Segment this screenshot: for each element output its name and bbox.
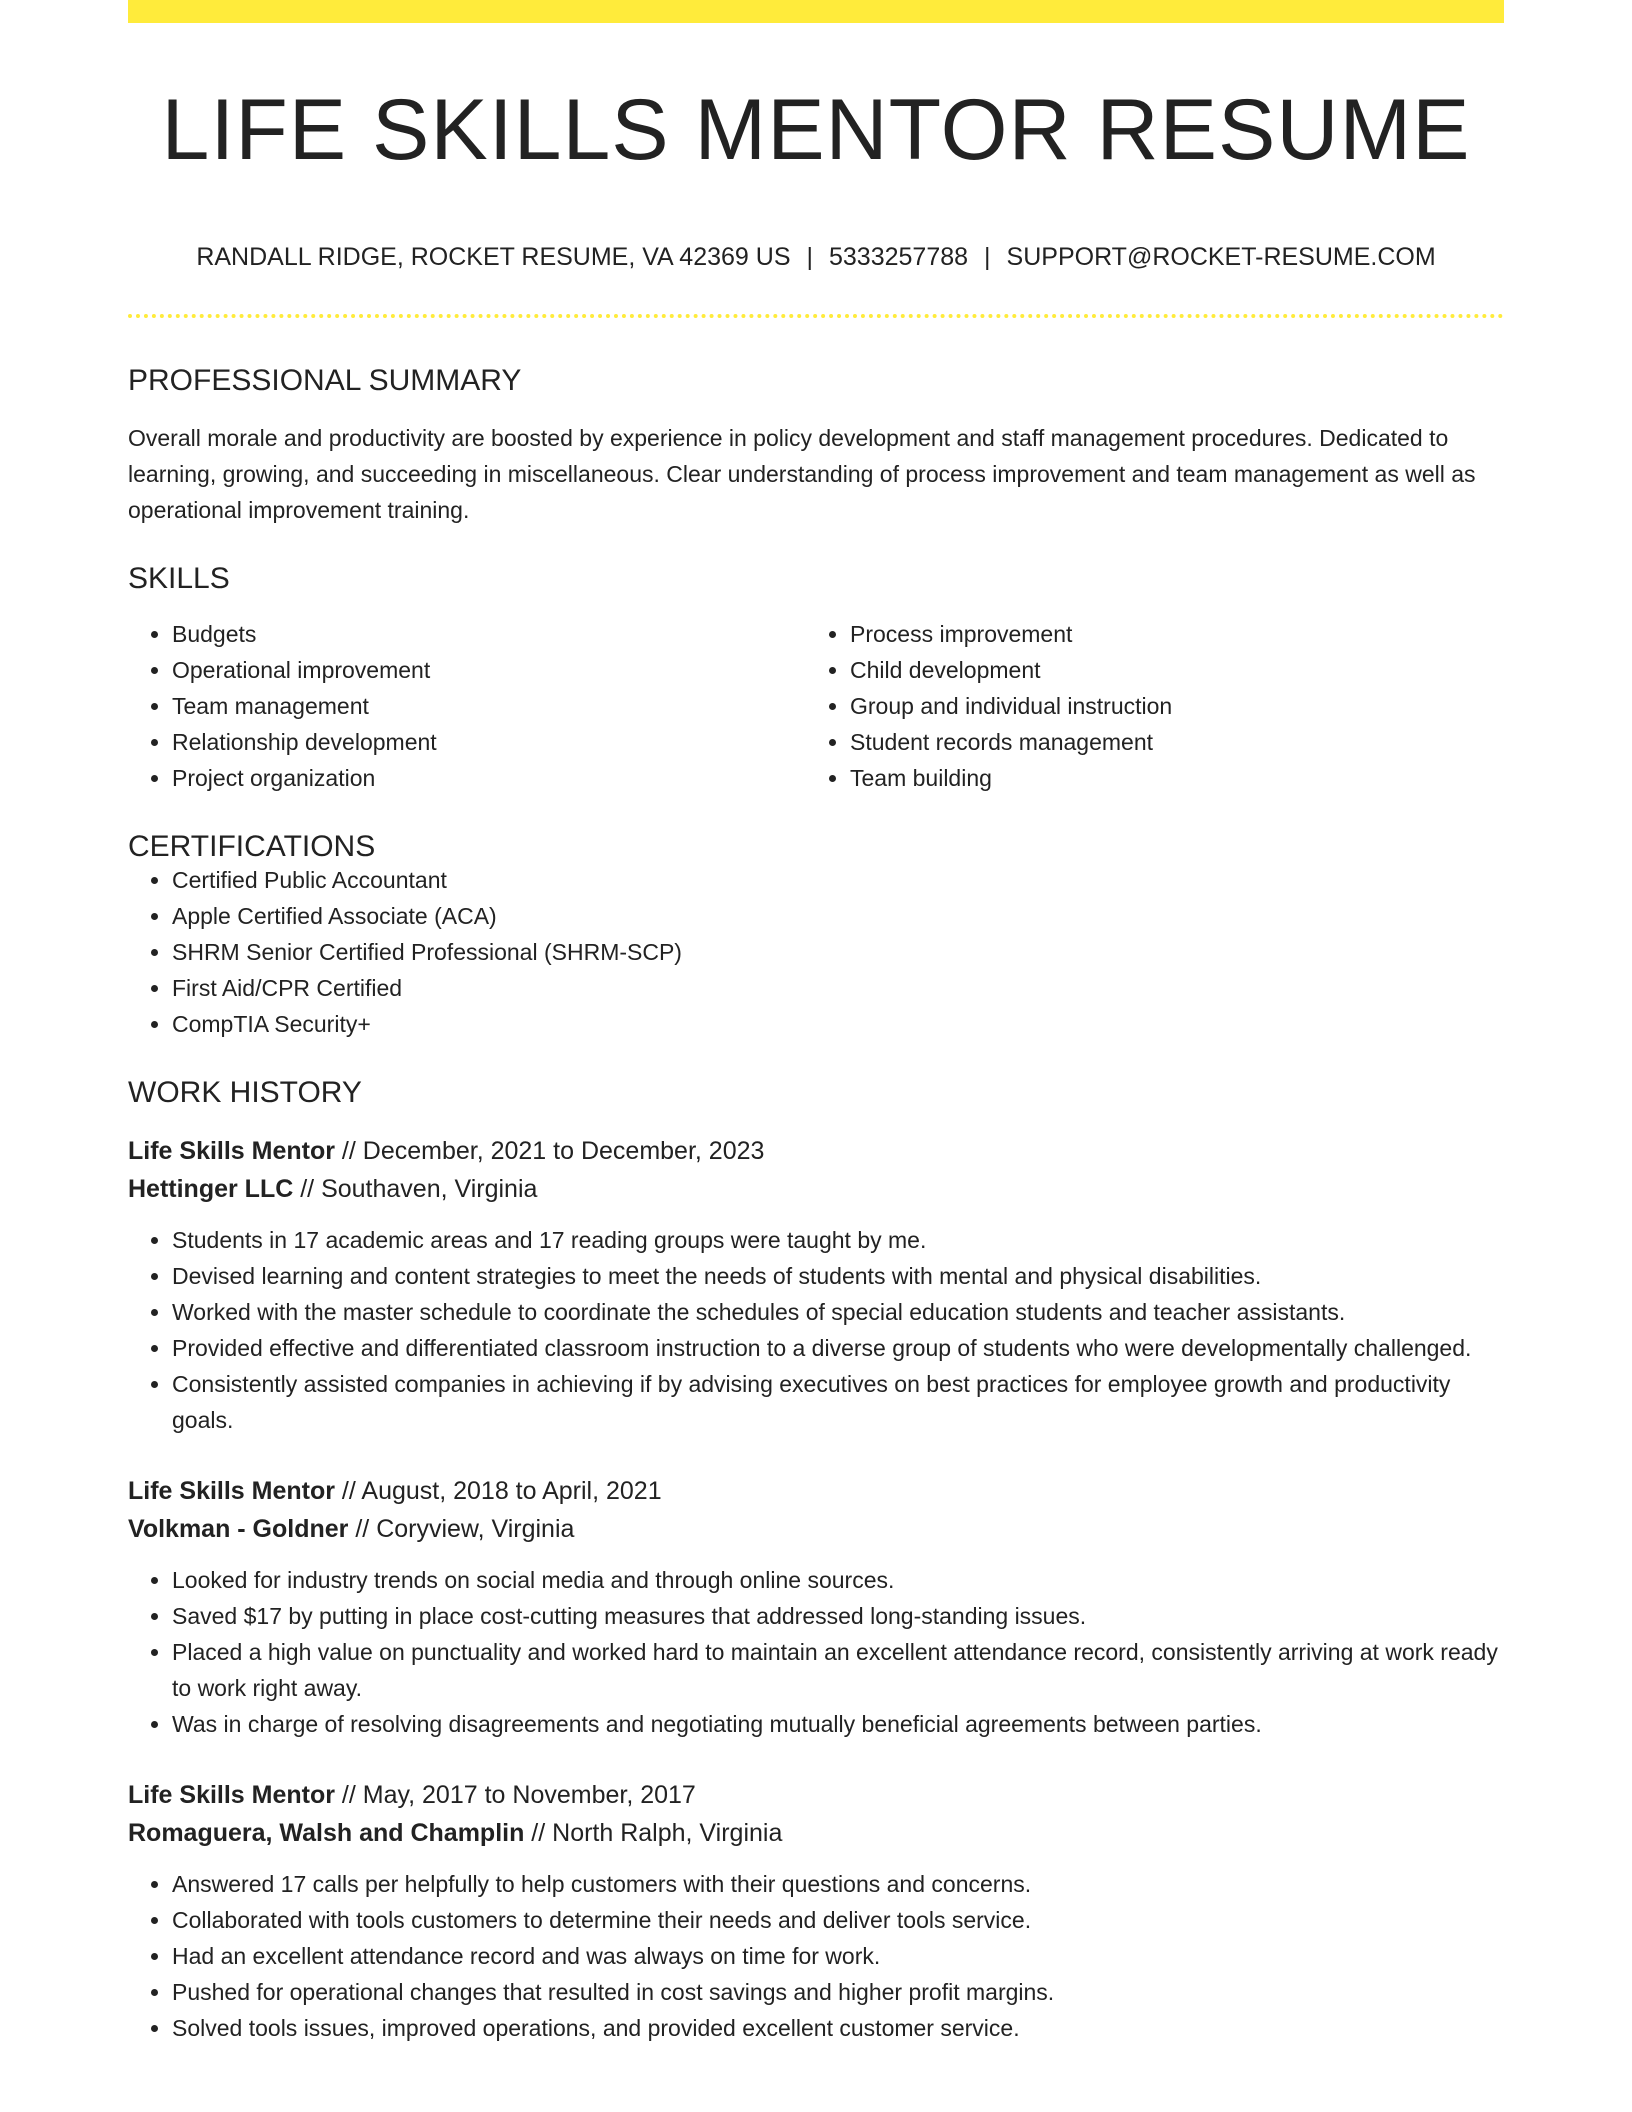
skill-item: • Process improvement xyxy=(850,616,1484,652)
job-bullet: • Saved $17 by putting in place cost-cutting measures that addressed long-standing issues. xyxy=(172,1598,1504,1634)
job-bullets xyxy=(128,1562,1504,1742)
skills-heading: SKILLS xyxy=(128,562,230,595)
job-bullet: • Devised learning and content strategies to meet the needs of students with mental and physical disabilities. xyxy=(172,1258,1504,1294)
contact-email: SUPPORT@ROCKET-RESUME.COM xyxy=(1006,243,1436,271)
dotted-divider xyxy=(128,314,1504,318)
work-history-heading: WORK HISTORY xyxy=(128,1076,362,1109)
summary-heading: PROFESSIONAL SUMMARY xyxy=(128,364,522,397)
skill-item: • Child development xyxy=(850,652,1484,688)
job-location: // Coryview, Virginia xyxy=(348,1515,575,1543)
resume-page xyxy=(128,0,1504,2046)
skill-item: • Relationship development xyxy=(172,724,806,760)
job-title-line xyxy=(128,1472,1504,1510)
job-bullet: • Had an excellent attendance record and was always on time for work. xyxy=(172,1938,1504,1974)
certification-item: • CompTIA Security+ xyxy=(172,1006,1504,1042)
contact-separator: | xyxy=(806,243,813,271)
job-company-line xyxy=(128,1170,1504,1208)
job-bullets xyxy=(128,1866,1504,2046)
job-dates: // May, 2017 to November, 2017 xyxy=(334,1781,696,1809)
job-entry xyxy=(128,1132,1504,1438)
skill-item: • Student records management xyxy=(850,724,1484,760)
job-dates: // December, 2021 to December, 2023 xyxy=(334,1137,765,1165)
job-bullet: • Pushed for operational changes that resulted in cost savings and higher profit margins. xyxy=(172,1974,1504,2010)
job-company-line xyxy=(128,1510,1504,1548)
skills-column-left xyxy=(128,616,806,796)
job-title-line xyxy=(128,1776,1504,1814)
job-bullet: • Worked with the master schedule to coordinate the schedules of special education students and teacher assistants. xyxy=(172,1294,1504,1330)
job-role: Life Skills Mentor xyxy=(128,1477,335,1505)
skill-item: • Budgets xyxy=(172,616,806,652)
job-bullet: • Placed a high value on punctuality and worked hard to maintain an excellent attendance record, consistently arriving at work ready to work right away. xyxy=(172,1634,1504,1706)
skills-column-right xyxy=(806,616,1484,796)
job-bullet: • Students in 17 academic areas and 17 reading groups were taught by me. xyxy=(172,1222,1504,1258)
job-entry xyxy=(128,1776,1504,2046)
job-location: // Southaven, Virginia xyxy=(293,1175,538,1203)
certification-item: • Apple Certified Associate (ACA) xyxy=(172,898,1504,934)
contact-separator: | xyxy=(984,243,991,271)
contact-line xyxy=(128,245,1504,270)
skill-item: • Team management xyxy=(172,688,806,724)
job-bullet: • Answered 17 calls per helpfully to help customers with their questions and concerns. xyxy=(172,1866,1504,1902)
job-company: Volkman - Goldner xyxy=(128,1515,349,1543)
certification-item: • SHRM Senior Certified Professional (SHRM-SCP) xyxy=(172,934,1504,970)
certification-item: • First Aid/CPR Certified xyxy=(172,970,1504,1006)
certification-item: • Certified Public Accountant xyxy=(172,862,1504,898)
contact-phone: 5333257788 xyxy=(829,243,969,271)
job-bullet: • Looked for industry trends on social media and through online sources. xyxy=(172,1562,1504,1598)
summary-text: Overall morale and productivity are boosted by experience in policy development and staff management procedures. Dedicated to learning, growing, and succeeding in miscellaneous. Clear understanding of process improvement and team management as well as operational improvement training. xyxy=(128,425,1476,523)
job-bullet: • Solved tools issues, improved operations, and provided excellent customer service. xyxy=(172,2010,1504,2046)
job-bullets xyxy=(128,1222,1504,1438)
job-role: Life Skills Mentor xyxy=(128,1137,335,1165)
job-title-line xyxy=(128,1132,1504,1170)
job-bullet: • Collaborated with tools customers to determine their needs and deliver tools service. xyxy=(172,1902,1504,1938)
skill-item: • Group and individual instruction xyxy=(850,688,1484,724)
skills-grid xyxy=(128,616,1504,796)
certifications-heading: CERTIFICATIONS xyxy=(128,830,376,863)
job-company: Romaguera, Walsh and Champlin xyxy=(128,1819,525,1847)
job-bullet: • Provided effective and differentiated classroom instruction to a diverse group of students who were developmentally challenged. xyxy=(172,1330,1504,1366)
skill-item: • Team building xyxy=(850,760,1484,796)
job-role: Life Skills Mentor xyxy=(128,1781,335,1809)
contact-address: RANDALL RIDGE, ROCKET RESUME, VA 42369 US xyxy=(196,243,791,271)
job-bullet: • Consistently assisted companies in achieving if by advising executives on best practices for employee growth and productivity goals. xyxy=(172,1366,1504,1438)
skill-item: • Project organization xyxy=(172,760,806,796)
top-accent-bar xyxy=(128,0,1504,23)
skills-list-left xyxy=(128,616,806,796)
certifications-list xyxy=(128,862,1504,1042)
job-company-line xyxy=(128,1814,1504,1852)
job-dates: // August, 2018 to April, 2021 xyxy=(334,1477,662,1505)
skills-list-right xyxy=(806,616,1484,796)
resume-title: LIFE SKILLS MENTOR RESUME xyxy=(161,82,1471,178)
job-location: // North Ralph, Virginia xyxy=(524,1819,783,1847)
job-bullet: • Was in charge of resolving disagreements and negotiating mutually beneficial agreements between parties. xyxy=(172,1706,1504,1742)
job-entry xyxy=(128,1472,1504,1742)
job-company: Hettinger LLC xyxy=(128,1175,294,1203)
skill-item: • Operational improvement xyxy=(172,652,806,688)
